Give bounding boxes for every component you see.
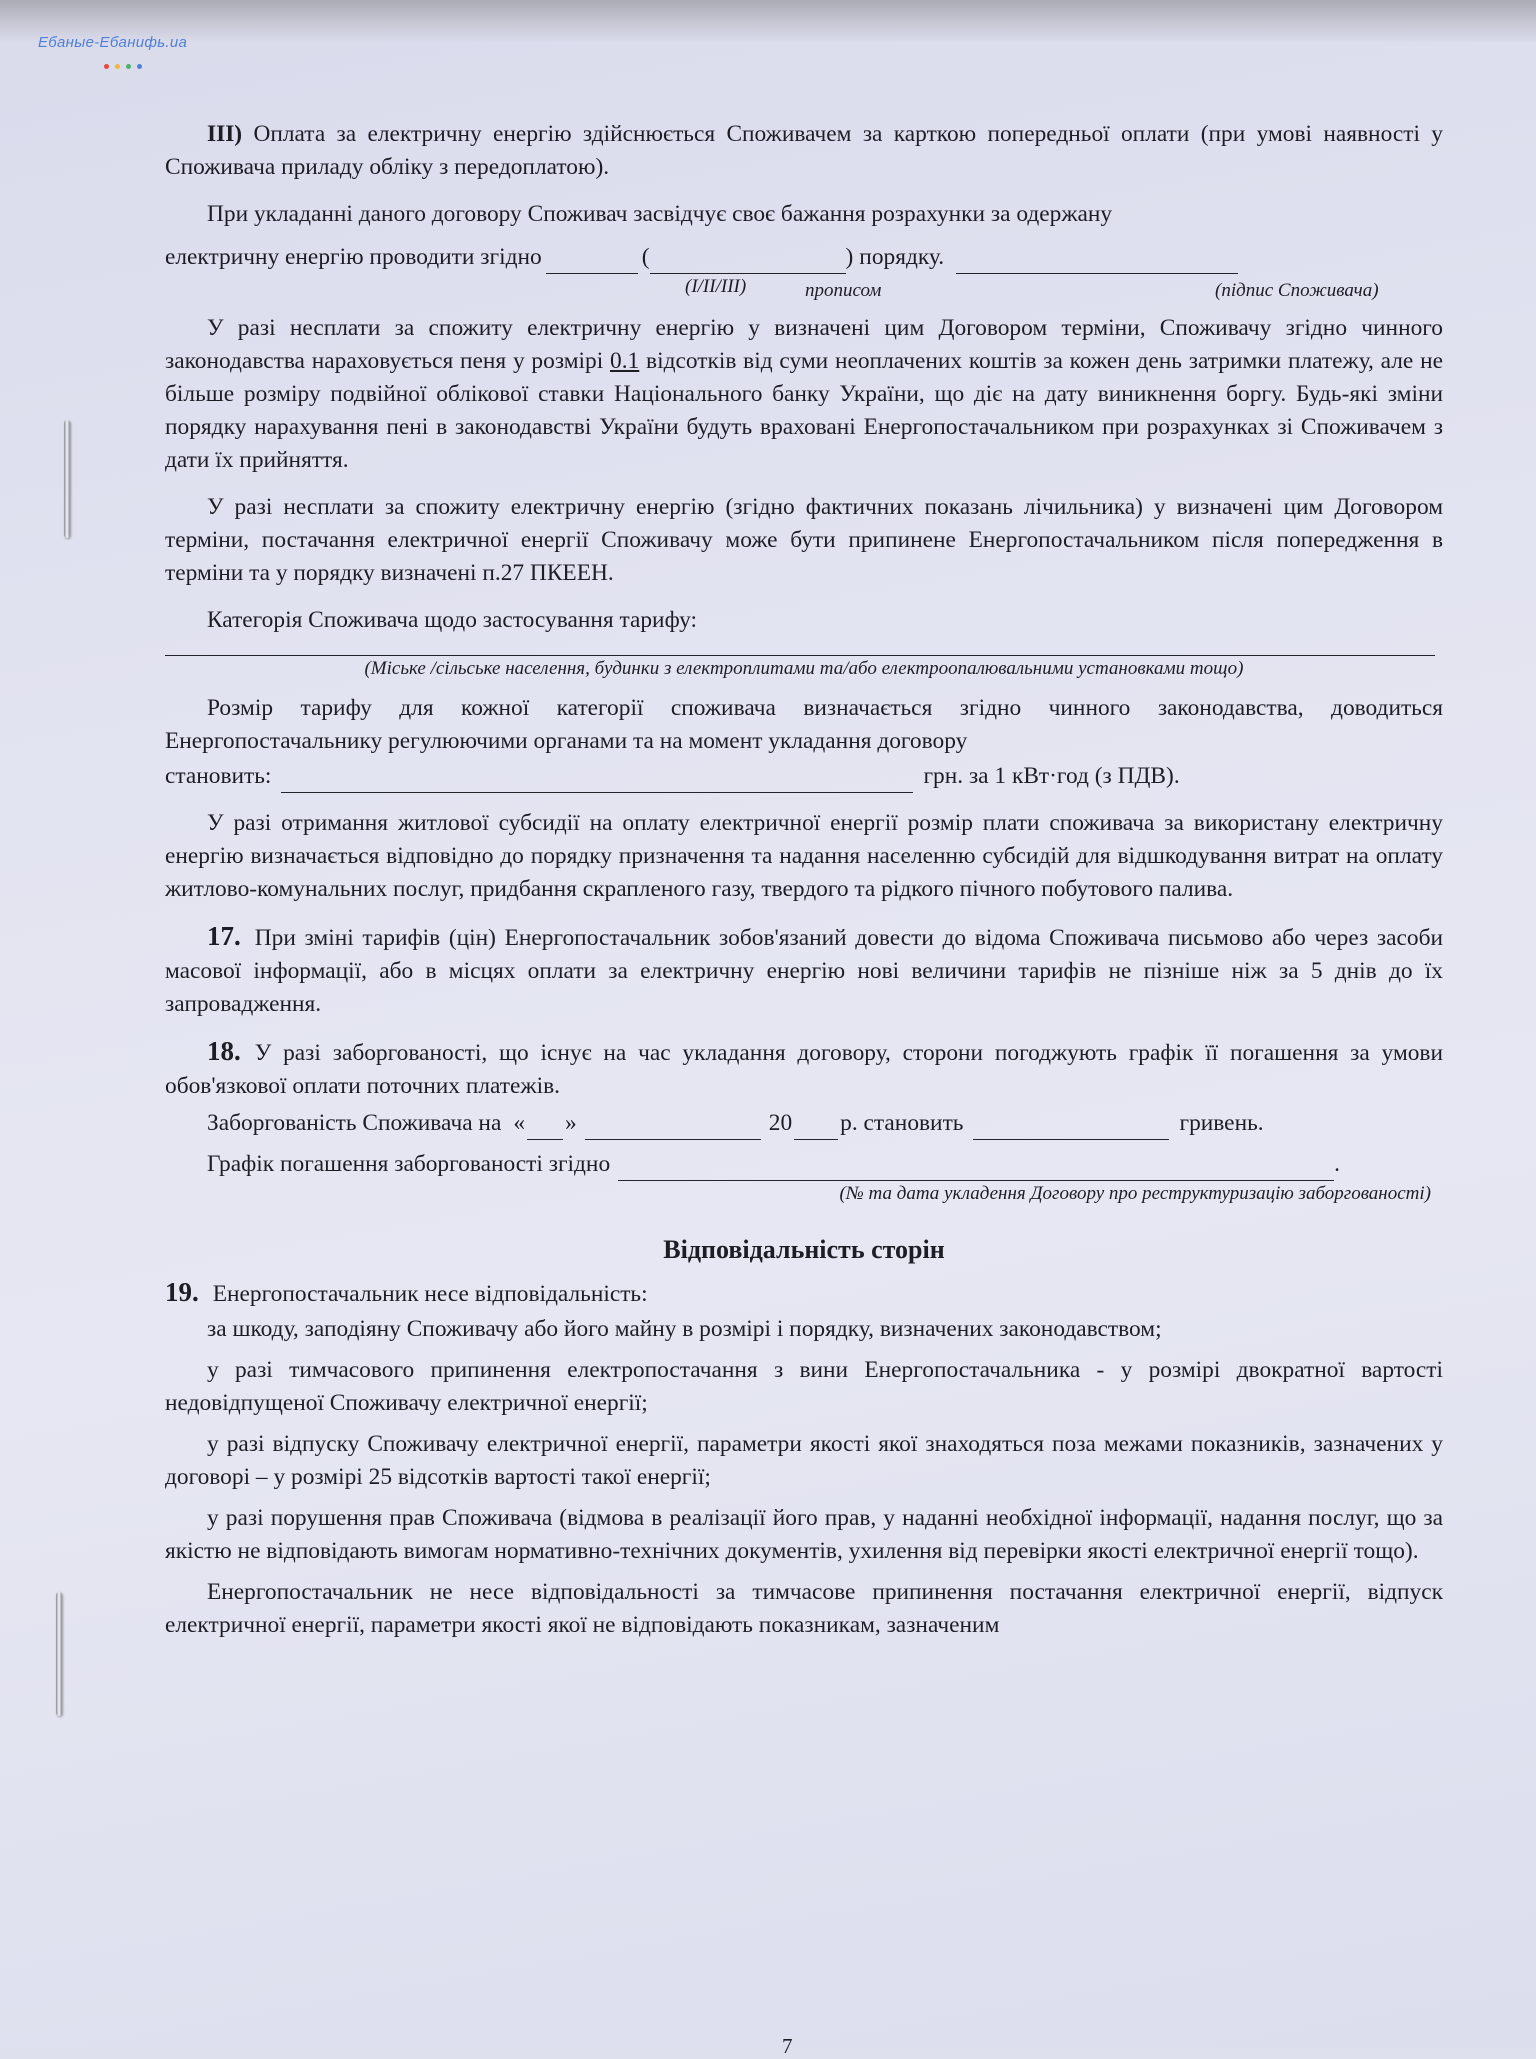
consumer-category-blank[interactable] (165, 637, 1435, 656)
payment-choice-row: електричну енергію проводити згідно ( ) порядку. (165, 241, 1443, 274)
staple-bottom (56, 1592, 62, 1716)
top-shadow-strip (0, 0, 1536, 42)
tariff-row: становить: грн. за 1 кВт·год (з ПДВ). (165, 760, 1443, 793)
penalty-rate: 0.1 (610, 348, 640, 374)
clause-19-item-interruption: у разі тимчасового припинення електропостачання з вини Енергопостачальника - у розмірі двократної вартості недовідпущеної Споживачу електричної енергії; (165, 1357, 1443, 1416)
clause-19-exemption: Енергопостачальник не несе відповідальності за тимчасове припинення постачання електричної енергії, відпуск електричної енергії, параметри якості якої не відповідають показникам, зазначеним (165, 1579, 1443, 1638)
debt-row: Заборгованість Споживача на « » 20 р. становить гривень. (165, 1107, 1443, 1140)
debt-year-blank[interactable] (794, 1113, 838, 1140)
paragraph-housing-subsidy: У разі отримання житлової субсидії на оплату електричної енергії розмір плати споживача за використану електричну енергію визначається відповідно до порядку призначення та надання населенню субсидій для відшкодування витрат на оплату житлово-комунальних послуг, придбання скрапленого газу, твердого та рідкого пічного побутового палива. (165, 810, 1443, 902)
choice-lead: електричну енергію проводити згідно (165, 244, 542, 270)
paragraph-late-penalty: У разі несплати за спожиту електричну енергію у визначені цим Договором терміни, Споживачу згідно чинного законодавства нараховується пеня у розмірі 0.1 відсотків від суми неоплачених коштів за кожен день затримки платежу, але не більше розміру подвійної облікової ставки Національного банку України, що діє на дату виникнення боргу. Будь-які зміни порядку нарахування пені в законодавстві України будуть враховані Енергопостачальником при розрахунках зі Споживачем з дати їх прийняття. (165, 315, 1443, 473)
page-number: 7 (782, 2034, 793, 2058)
clause-18: 18. У разі заборгованості, що існує на час укладання договору, сторони погоджують графік її погашення за умови обов'язкової оплати поточних платежів. (165, 1036, 1443, 1099)
choice-words-blank[interactable] (650, 247, 846, 274)
clause-19-item-quality: у разі відпуску Споживачу електричної енергії, параметри якості якої знаходяться поза межами показників, зазначених у договорі – у розмірі 25 відсотків вартості такої енергії; (165, 1431, 1443, 1490)
schedule-agreement-blank[interactable] (618, 1154, 1334, 1181)
paragraph-payment-method-3: III) Оплата за електричну енергію здійснюється Споживачем за карткою попередньої оплати (при умові наявності у Споживача приладу обліку з передоплатою). (165, 121, 1443, 180)
roman-numeral-blank[interactable] (546, 247, 638, 274)
paragraph-tariff: Розмір тарифу для кожної категорії споживача визначається згідно чинного законодавства, доводиться Енергопостачальнику регулюючими органами та на момент укладання договору (165, 695, 1443, 754)
consumer-signature-blank[interactable] (956, 247, 1238, 274)
paragraph-consumer-choice: При укладанні даного договору Споживач засвідчує своє бажання розрахунки за одержану (207, 201, 1113, 227)
paragraph-consumer-category: Категорія Споживача щодо застосування тарифу: (207, 607, 698, 633)
tariff-amount-blank[interactable] (281, 766, 913, 793)
payment-choice-hints: (I/II/III) прописом (підпис Споживача) (685, 276, 1379, 301)
staple-top (64, 420, 70, 538)
contract-text (165, 118, 1443, 1656)
debt-day-blank[interactable] (527, 1113, 563, 1140)
debt-amount-blank[interactable] (973, 1113, 1169, 1140)
choice-mid: порядку. (859, 244, 945, 270)
section-heading-responsibility: Відповідальність сторін (663, 1235, 945, 1264)
debt-month-blank[interactable] (585, 1113, 761, 1140)
site-watermark: Ебаные-Ебанифь.ua (38, 34, 188, 51)
option-label: III) (207, 121, 243, 147)
clause-19-item-damage: за шкоду, заподіяну Споживачу або його майну в розмірі і порядку, визначених законодавством; (207, 1316, 1162, 1342)
watermark-dots (104, 56, 164, 62)
clause-19: 19. Енергопостачальник несе відповідальність: (165, 1277, 648, 1307)
clause-19-item-rights: у разі порушення прав Споживача (відмова в реалізації його прав, у наданні необхідної інформації, надання послуг, що за якістю не відповідають вимогам нормативно-технічних документів, ухилення від перевірки якості електричної енергії тощо). (165, 1505, 1443, 1564)
clause-17: 17. При зміні тарифів (цін) Енергопостачальник зобов'язаний довести до відома Споживача письмово або через засоби масової інформації, або в місцях оплати за електричну енергію нові величини тарифів не пізніше ніж за 5 днів до їх запровадження. (165, 921, 1443, 1017)
paragraph-supply-suspension: У разі несплати за спожиту електричну енергію (згідно фактичних показань лічильника) у визначені цим Договором терміни, постачання електричної енергії Споживачу може бути припинене Енергопостачальником після попередження в терміни та у порядку визначені п.27 ПКЕЕН. (165, 494, 1443, 586)
schedule-row: Графік погашення заборгованості згідно . (165, 1148, 1443, 1181)
schedule-hint: (№ та дата укладення Договору про реструктуризацію заборгованості) (839, 1183, 1431, 1204)
consumer-category-hint: (Міське /сільське населення, будинки з електроплитами та/або електроопалювальними установками тощо) (364, 658, 1244, 679)
